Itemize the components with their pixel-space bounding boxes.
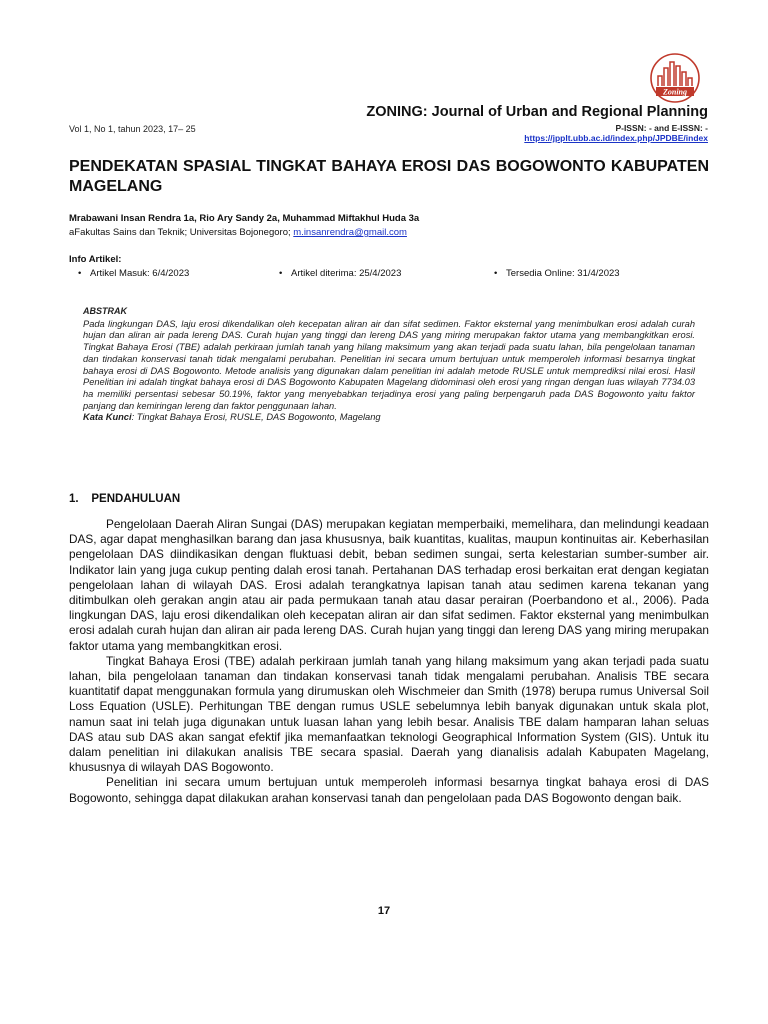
paragraph: Penelitian ini secara umum bertujuan untuk memperoleh informasi besarnya tingkat bahaya erosi di DAS Bogowonto, sehingga dapat dilakukan arahan konservasi tanah dan pengelolaan pada DAS Bogowonto dengan baik. <box>69 775 709 805</box>
logo-text: Zoning <box>662 87 688 97</box>
paragraph: Tingkat Bahaya Erosi (TBE) adalah perkiraan jumlah tanah yang hilang maksimum yang akan terjadi pada suatu lahan, bila pengelolaan tanaman dan tindakan konservasi tanah tidak mengalami perubahan. Analisis TBE secara kuantitatif dapat menggunakan formula yang dirumuskan oleh Wischmeier dan Smith (1978) berupa rumus Universal Soil Loss Equation (USLE). Perhitungan TBE dengan rumus USLE sebelumnya lebih banyak digunakan untuk skala plot, namun saat ini telah juga digunakan untuk luasan lahan yang lebih besar. Analisis TBE dalam hamparan lahan seluas DAS atau sub DAS akan sangat efektif jika memanfaatkan teknologi Geographical Information System (GIS). Untuk itu dalam penelitian ini dilakukan analisis TBE secara spasial. Daerah yang dianalisis adalah Kabupaten Magelang, khususnya di wilayah DAS Bogowonto. <box>69 653 709 775</box>
abstract-block <box>83 306 695 424</box>
journal-name: ZONING: Journal of Urban and Regional Planning <box>366 104 708 120</box>
affiliation <box>69 227 407 238</box>
section-heading: 1. PENDAHULUAN <box>69 493 181 505</box>
info-item-text: Artikel diterima: 25/4/2023 <box>291 268 402 279</box>
issn-info: P-ISSN: - and E-ISSN: - <box>615 123 708 133</box>
journal-logo <box>644 52 706 104</box>
page-number: 17 <box>377 905 391 917</box>
bullet-icon: • <box>78 268 82 279</box>
section-body <box>69 517 709 806</box>
abstract-heading: ABSTRAK <box>83 306 127 316</box>
abstract-text: Pada lingkungan DAS, laju erosi dikendalikan oleh kecepatan aliran air dan sifat sedimen. Faktor eksternal yang menimbulkan erosi adalah curah hujan dan aliran air pada lereng DAS. Curah hujan yang tinggi dan lereng DAS yang miring merupakan faktor utama yang membangkitkan erosi. Tingkat Bahaya Erosi (TBE) adalah perkiraan jumlah tanah yang hilang maksimum yang akan terjadi pada suatu lahan, bila pengelolaan tanaman dan tindakan konservasi tanah tidak mengalami perubahan. Penelitian ini secara umum bertujuan untuk memperoleh informasi besarnya tingkat bahaya erosi di DAS Bogowonto. Metode analisis yang digunakan dalam penelitian ini adalah metode RUSLE untuk memprediksi nilai erosi. Hasil Penelitian ini adalah tingkat bahaya erosi di DAS Bogowonto Kabupaten Magelang didominasi oleh erosi yang ringan dengan luas wilayah 7734.03 ha memiliki persentasi sebesar 50.19%, faktor yang menyebabkan terjadinya erosi yang paling berpengaruh pada DAS Bogowonto yaitu faktor panjang dan kemiringan lereng dan faktor penggunaan lahan. <box>83 318 695 411</box>
author-list: Mrabawani Insan Rendra 1a, Rio Ary Sandy 2a, Muhammad Miftakhul Huda 3a <box>69 213 420 224</box>
journal-url-link[interactable]: https://jpplt.ubb.ac.id/index.php/JPDBE/index <box>524 133 708 143</box>
zoning-logo-icon <box>644 52 706 104</box>
info-item-online <box>494 268 620 279</box>
volume-info: Vol 1, No 1, tahun 2023, 17– 25 <box>69 124 196 134</box>
info-item-accepted <box>279 268 401 279</box>
keywords-text: : Tingkat Bahaya Erosi, RUSLE, DAS Bogowonto, Magelang <box>131 412 381 423</box>
keywords <box>83 412 695 424</box>
keywords-label: Kata Kunci <box>83 412 132 423</box>
author-email-link[interactable]: m.insanrendra@gmail.com <box>293 227 407 238</box>
bullet-icon: • <box>494 268 498 279</box>
affiliation-text: aFakultas Sains dan Teknik; Universitas Bojonegoro; <box>69 227 294 238</box>
article-title: PENDEKATAN SPASIAL TINGKAT BAHAYA EROSI DAS BOGOWONTO KABUPATEN MAGELANG <box>69 158 709 195</box>
article-info-title: Info Artikel: <box>69 254 122 265</box>
info-item-text: Artikel Masuk: 6/4/2023 <box>90 268 190 279</box>
info-item-text: Tersedia Online: 31/4/2023 <box>506 268 620 279</box>
paragraph: Pengelolaan Daerah Aliran Sungai (DAS) merupakan kegiatan memperbaiki, memelihara, dan melindungi keadaan DAS, agar dapat menghasilkan barang dan jasa khususnya, baik kuantitas, kualitas, maupun kontinuitas air. Keberhasilan pengelolaan DAS diindikasikan dengan fluktuasi debit, beban sedimen sungai, serta kelestarian sumber-sumber air. Indikator lain yang juga cukup penting dalah erosi tanah. Pertahanan DAS terhadap erosi berkaitan erat dengan kegiatan pengelolaan lahan di wilayah DAS. Erosi adalah terangkatnya lapisan tanah atau sedimen karena tekanan yang ditimbulkan oleh gerakan angin atau air pada permukaan tanah atau dasar perairan (Poerbandono et al., 2006). Pada lingkungan DAS, laju erosi dikendalikan oleh kecepatan aliran air dan sifat sedimen. Faktor eksternal yang menimbulkan erosi adalah curah hujan dan aliran air pada lereng DAS. Curah hujan yang tinggi dan lereng DAS yang miring merupakan faktor utama yang membangkitkan erosi. <box>69 517 709 653</box>
bullet-icon: • <box>279 268 283 279</box>
info-item-received <box>78 268 189 279</box>
